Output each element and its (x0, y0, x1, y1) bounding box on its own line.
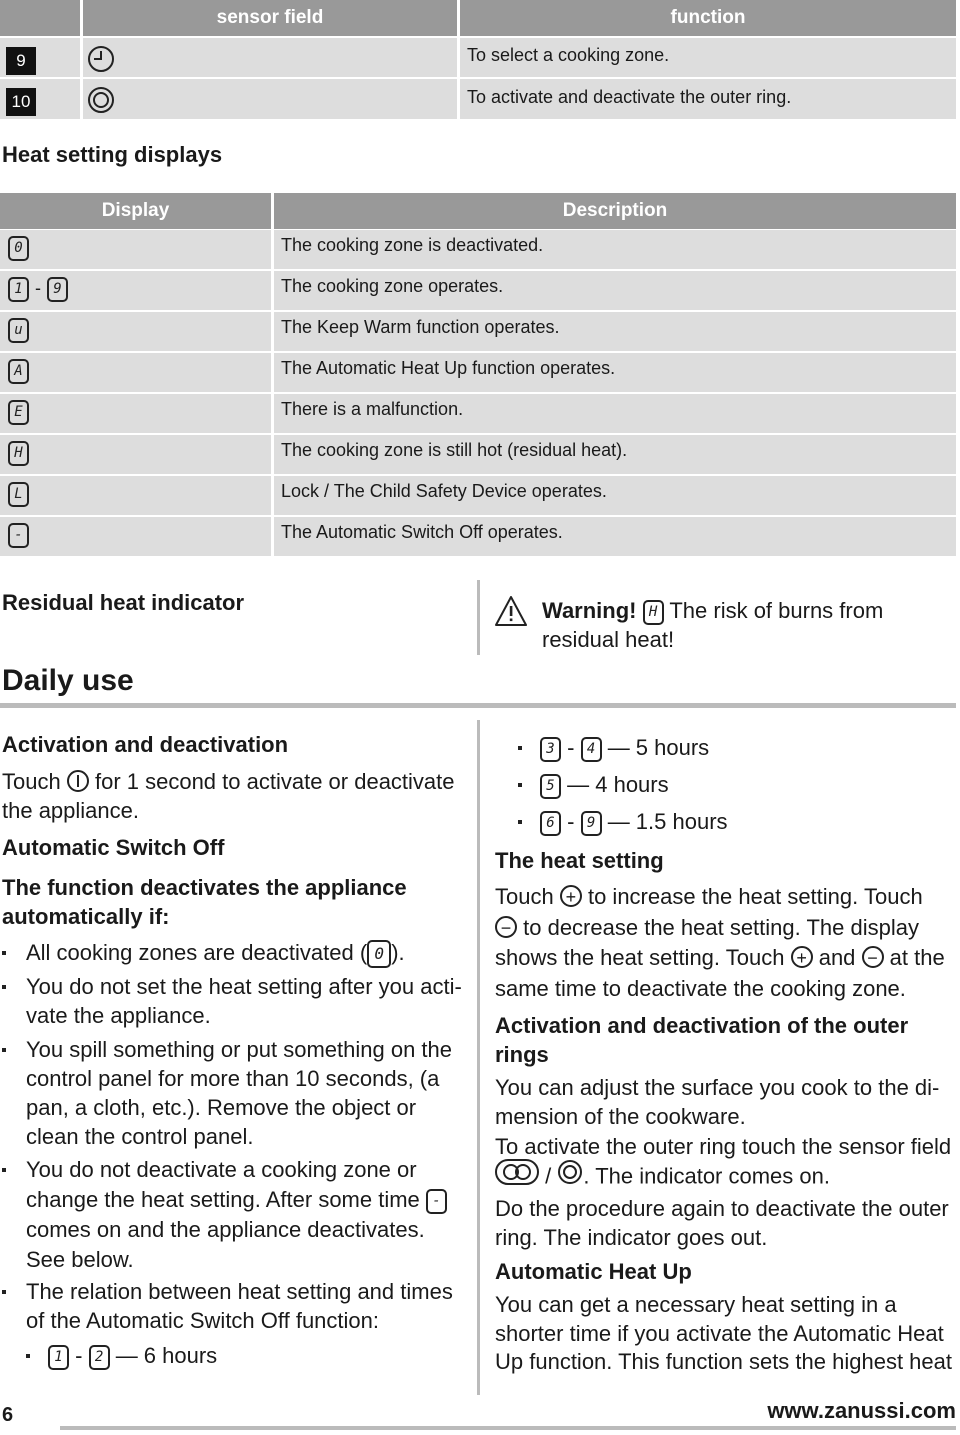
row-number: 9 (6, 47, 36, 75)
display-symbol-to: 4 (581, 737, 602, 762)
display-symbol: u (8, 318, 29, 343)
minus-icon: − (495, 916, 517, 938)
display-symbol-from: 1 (48, 1345, 69, 1370)
heat-display-row (0, 435, 956, 474)
heat-setting-touch: Touch (495, 884, 554, 909)
outer-ring-icon (86, 85, 116, 120)
display-symbols (8, 277, 68, 302)
bullet-3 (2, 1035, 452, 1151)
display-symbol: 9 (47, 277, 68, 302)
function-text: To activate and deactivate the outer ring. (467, 87, 792, 107)
display-symbols (8, 482, 29, 507)
display-symbols (8, 318, 29, 343)
bullet-5-line-2: of the Automatic Switch Off function: (26, 1308, 379, 1333)
heat-setting-line-3a: shows the heat setting. Touch (495, 945, 785, 970)
dash-display-symbol: - (426, 1189, 447, 1214)
bullet-5-line-1: The relation between heat setting and times (26, 1279, 453, 1304)
bullet-2 (2, 972, 462, 1030)
outer-rings-line-1: You can adjust the surface you cook to the di- (495, 1075, 940, 1100)
display-symbol-from: 6 (540, 811, 561, 836)
outer-ring-icon (557, 1159, 583, 1192)
footer-url[interactable]: www.zanussi.com (767, 1398, 956, 1423)
bullet-4-line-2: change the heat setting. After some time (26, 1187, 420, 1212)
heat-setting-line-3b: and (818, 945, 856, 970)
warning-text (542, 596, 883, 654)
bullet-4-line-1: You do not deactivate a cooking zone or (26, 1157, 417, 1182)
display-symbol: - (8, 523, 29, 548)
sensor-field-header: sensor field (83, 0, 457, 36)
display-symbols (8, 400, 29, 425)
residual-heat-symbol: H (643, 600, 664, 625)
bullet-1 (2, 938, 405, 968)
activation-text-rest: for 1 second to activate or deactivate (94, 769, 455, 794)
heat-display-row (0, 476, 956, 515)
residual-heat-title: Residual heat indicator (2, 590, 245, 615)
outer-rings-line-5: Do the procedure again to deactivate the outer (495, 1196, 949, 1222)
display-description: The cooking zone is deactivated. (281, 235, 544, 255)
outer-rings-line-6: ring. The indicator goes out. (495, 1225, 768, 1251)
outer-rings-slash: / (545, 1163, 552, 1189)
heat-display-row (0, 271, 956, 310)
display-symbol: A (8, 359, 29, 384)
bullet-4 (2, 1155, 447, 1275)
heat-setting-text (495, 882, 945, 1004)
bullet-4-line-4: See below. (26, 1247, 134, 1272)
warning-label: Warning! (542, 598, 637, 623)
auto-heat-line-1: You can get a necessary heat setting in a (495, 1292, 897, 1317)
bullet-3-line-4: clean the control panel. (26, 1124, 254, 1149)
auto-heat-up-text (495, 1291, 952, 1377)
display-symbol: H (8, 441, 29, 466)
activation-text (2, 767, 455, 825)
outer-rings-title (495, 1011, 908, 1069)
power-icon (67, 770, 89, 792)
heat-setting-line-4: same time to deactivate the cooking zone. (495, 975, 906, 1001)
bullet-3-line-1: You spill something or put something on the (26, 1037, 453, 1062)
warning-icon (493, 594, 529, 633)
display-header: Display (0, 193, 271, 229)
bullet-3-line-2: control panel for more than 10 seconds, (a (26, 1066, 440, 1091)
activation-text-start: Touch (2, 769, 61, 794)
auto-heat-up-title: Automatic Heat Up (495, 1259, 692, 1284)
page-number: 6 (2, 1404, 14, 1426)
display-symbols (8, 236, 29, 261)
plus-icon: + (791, 946, 813, 968)
display-description: Lock / The Child Safety Device operates. (281, 481, 607, 501)
bullet-4-line-3: comes on and the appliance deactivates. (26, 1217, 425, 1242)
bullet-1-text: All cooking zones are deactivated ( (26, 940, 368, 965)
outer-rings-line-3: To activate the outer ring touch the sensor field (495, 1133, 952, 1159)
heat-setting-line-1: to increase the heat setting. Touch (587, 884, 923, 909)
display-description: The Automatic Switch Off operates. (281, 522, 563, 542)
outer-rings-text (495, 1073, 951, 1253)
time-text: — 4 hours (567, 772, 669, 797)
display-description: There is a malfunction. (281, 399, 464, 419)
heat-display-row (0, 230, 956, 269)
zero-display-symbol: 0 (367, 940, 391, 968)
function-text: To select a cooking zone. (467, 45, 670, 65)
heat-setting-title: The heat setting (495, 848, 664, 873)
heat-setting-line-2: to decrease the heat setting. The display (523, 914, 919, 940)
time-text: — 6 hours (115, 1343, 218, 1368)
auto-off-subtitle-2: automatically if: (2, 904, 170, 929)
function-header: function (460, 0, 956, 36)
heat-display-row (0, 353, 956, 392)
heat-display-row (0, 394, 956, 433)
bullet-2-line-1: You do not set the heat setting after you acti- (26, 974, 462, 999)
time-text: — 1.5 hours (607, 809, 728, 834)
bullet-5 (2, 1277, 453, 1335)
display-symbol-to: 2 (89, 1345, 110, 1370)
double-ring-icon (495, 1159, 539, 1192)
outer-rings-line-2: mension of the cookware. (495, 1104, 746, 1130)
bullet-3-line-3: pan, a cloth, etc.). Remove the object or (26, 1095, 417, 1120)
heat-display-row (0, 312, 956, 351)
time-item-5 (518, 770, 669, 799)
display-symbol: L (8, 482, 29, 507)
auto-heat-line-3: Up function. This function sets the highest heat (495, 1349, 952, 1374)
heat-display-title: Heat setting displays (2, 142, 223, 167)
bullet-2-line-2: vate the appliance. (26, 1003, 211, 1028)
warning-line-2: residual heat! (542, 627, 675, 652)
clock-icon (86, 44, 116, 79)
bullet-1-end: ). (391, 940, 405, 965)
display-symbol: 0 (8, 236, 29, 261)
description-header: Description (274, 193, 956, 229)
heat-display-row (0, 517, 956, 556)
display-description: The Automatic Heat Up function operates. (281, 358, 616, 378)
minus-icon: − (862, 946, 884, 968)
display-symbols (8, 359, 29, 384)
sensor-row-9 (0, 38, 956, 77)
daily-use-title: Daily use (2, 664, 134, 697)
row-number: 10 (6, 88, 36, 116)
time-item-3-4: 3 - 4 — 5 hours (518, 733, 709, 762)
display-description: The cooking zone is still hot (residual heat). (281, 440, 628, 460)
plus-icon: + (560, 885, 582, 907)
display-description: The cooking zone operates. (281, 276, 504, 296)
auto-switch-off-title: Automatic Switch Off (2, 835, 225, 860)
display-description: The Keep Warm function operates. (281, 317, 560, 337)
sensor-row-10 (0, 79, 956, 119)
auto-off-subtitle-1: The function deactivates the appliance (2, 875, 407, 900)
auto-heat-line-2: shorter time if you activate the Automatic Heat (495, 1320, 944, 1346)
display-symbol-from: 3 (540, 737, 561, 762)
outer-rings-line-4: . The indicator comes on. (583, 1163, 830, 1189)
time-item-1-2: 1 - 2 — 6 hours (26, 1341, 217, 1370)
outer-rings-title-2: rings (495, 1042, 549, 1067)
display-symbol-to: 9 (581, 811, 602, 836)
display-symbol-from: 5 (540, 774, 561, 799)
outer-rings-title-1: Activation and deactivation of the outer (495, 1013, 909, 1038)
time-text: — 5 hours (607, 735, 710, 760)
auto-off-subtitle (2, 873, 407, 931)
activation-title: Activation and deactivation (2, 732, 289, 757)
activation-text-end: the appliance. (2, 798, 139, 823)
display-symbols (8, 523, 29, 548)
display-symbols (8, 441, 29, 466)
warning-line-1: The risk of burns from (669, 598, 884, 623)
heat-setting-line-3c: at the (889, 945, 945, 970)
display-symbol: 1 (8, 277, 29, 302)
sensor-table-header-blank (0, 0, 80, 36)
display-symbol: E (8, 400, 29, 425)
time-item-6-9: 6 - 9 — 1.5 hours (518, 807, 728, 836)
range-separator: - (35, 278, 41, 299)
